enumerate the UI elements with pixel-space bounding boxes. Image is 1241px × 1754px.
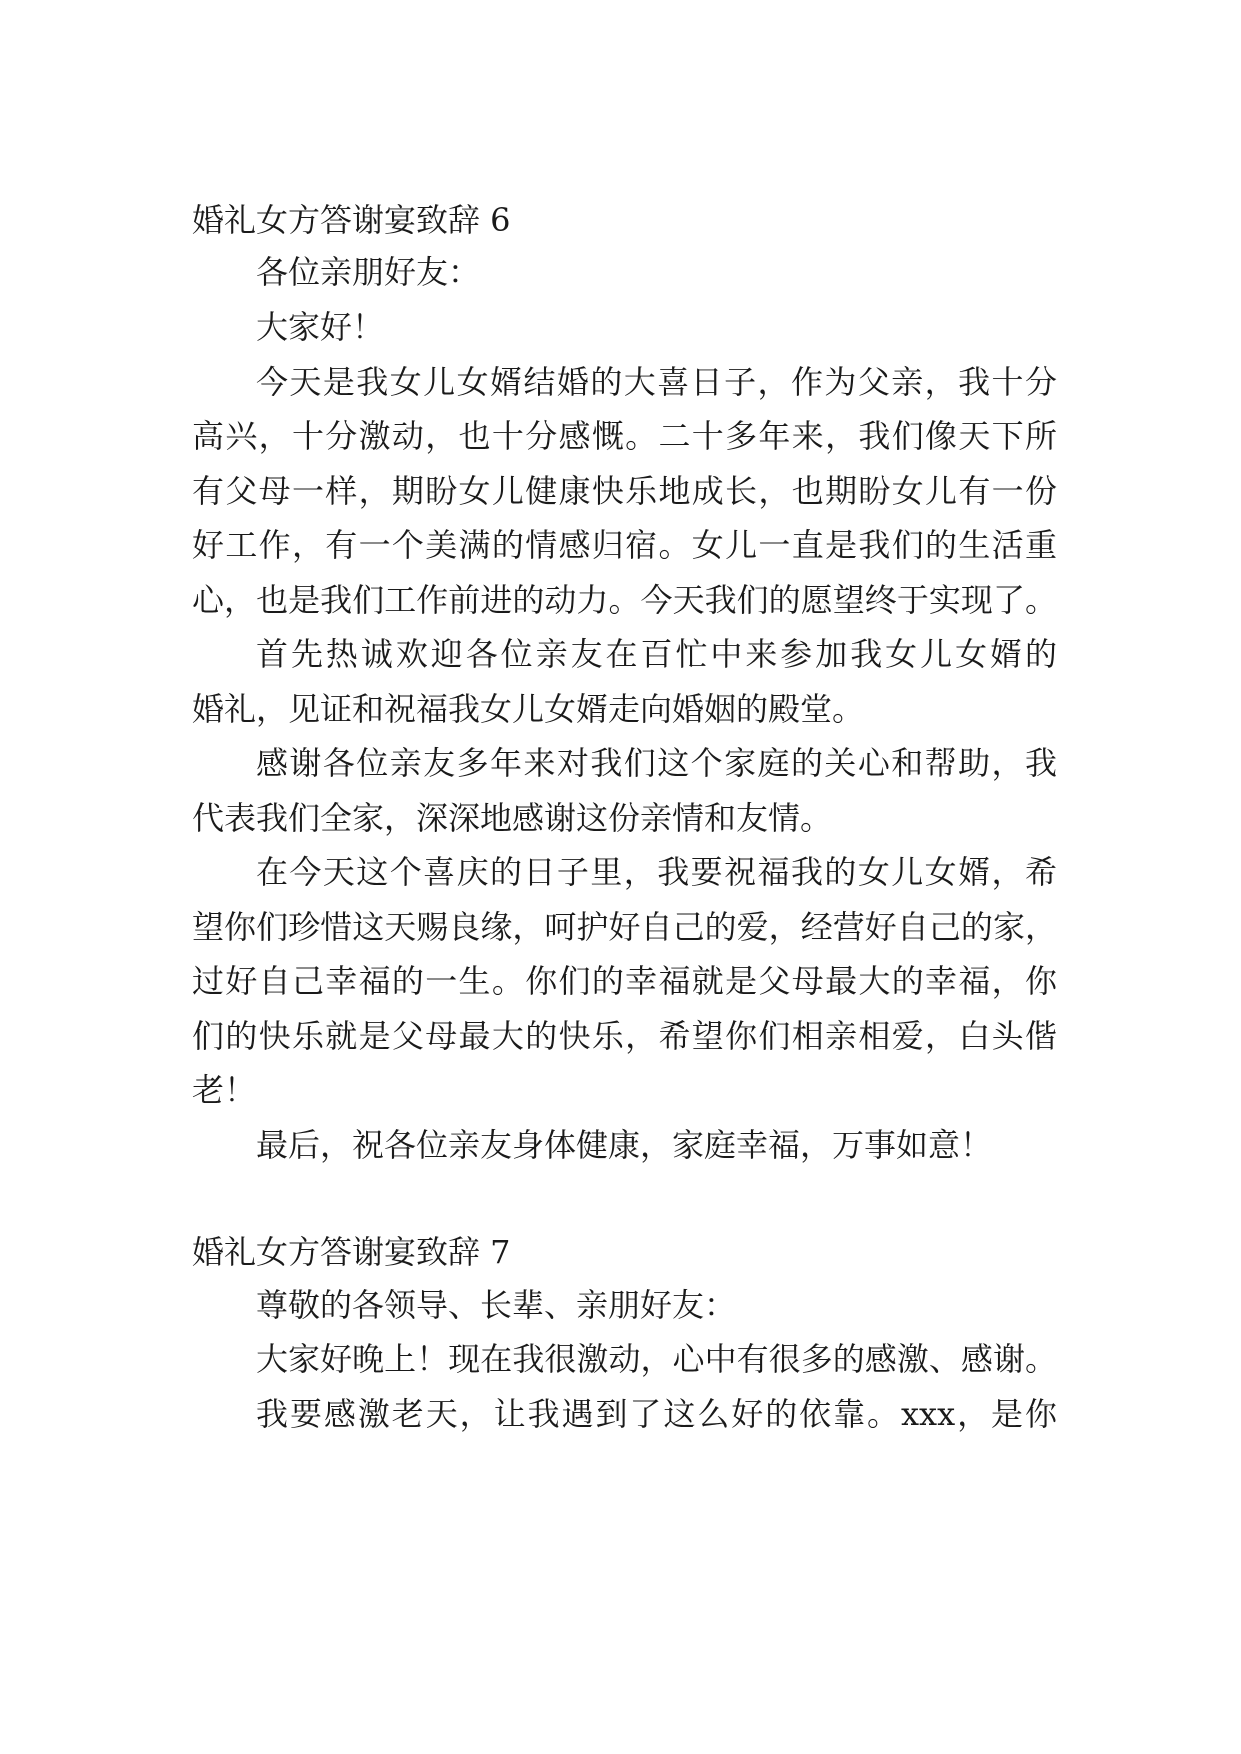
section-heading: 婚礼女方答谢宴致辞 7 bbox=[192, 1233, 511, 1271]
paragraph-line: 高兴，十分激动，也十分感慨。二十多年来，我们像天下所 bbox=[192, 417, 1057, 455]
paragraph-line: 好工作，有一个美满的情感归宿。女儿一直是我们的生活重 bbox=[192, 526, 1057, 564]
greeting: 大家好！ bbox=[256, 308, 385, 346]
paragraph-line: 首先热诚欢迎各位亲友在百忙中来参加我女儿女婿的 bbox=[256, 635, 1057, 673]
paragraph-line: 老！ bbox=[192, 1071, 257, 1109]
paragraph-line: 今天是我女儿女婿结婚的大喜日子，作为父亲，我十分 bbox=[256, 363, 1057, 401]
paragraph-line: 我要感激老天，让我遇到了这么好的依靠。xxx，是你 bbox=[256, 1395, 1057, 1433]
salutation: 各位亲朋好友： bbox=[256, 253, 481, 291]
paragraph-line: 心，也是我们工作前进的动力。今天我们的愿望终于实现了。 bbox=[192, 581, 1057, 619]
section-heading: 婚礼女方答谢宴致辞 6 bbox=[192, 201, 511, 239]
salutation: 尊敬的各领导、长辈、亲朋好友： bbox=[256, 1286, 737, 1324]
closing-line: 最后，祝各位亲友身体健康，家庭幸福，万事如意！ bbox=[256, 1126, 993, 1164]
paragraph-line: 有父母一样，期盼女儿健康快乐地成长，也期盼女儿有一份 bbox=[192, 472, 1057, 510]
paragraph-line: 婚礼，见证和祝福我女儿女婿走向婚姻的殿堂。 bbox=[192, 690, 865, 728]
paragraph-line: 感谢各位亲友多年来对我们这个家庭的关心和帮助，我 bbox=[256, 744, 1057, 782]
paragraph-line: 过好自己幸福的一生。你们的幸福就是父母最大的幸福，你 bbox=[192, 962, 1057, 1000]
paragraph-line: 望你们珍惜这天赐良缘，呵护好自己的爱，经营好自己的家， bbox=[192, 908, 1057, 946]
paragraph-line: 代表我们全家，深深地感谢这份亲情和友情。 bbox=[192, 799, 833, 837]
paragraph-line: 在今天这个喜庆的日子里，我要祝福我的女儿女婿，希 bbox=[256, 853, 1057, 891]
paragraph-line: 们的快乐就是父母最大的快乐，希望你们相亲相爱，白头偕 bbox=[192, 1017, 1057, 1055]
paragraph-line: 大家好晚上！现在我很激动，心中有很多的感激、感谢。 bbox=[256, 1340, 1057, 1378]
